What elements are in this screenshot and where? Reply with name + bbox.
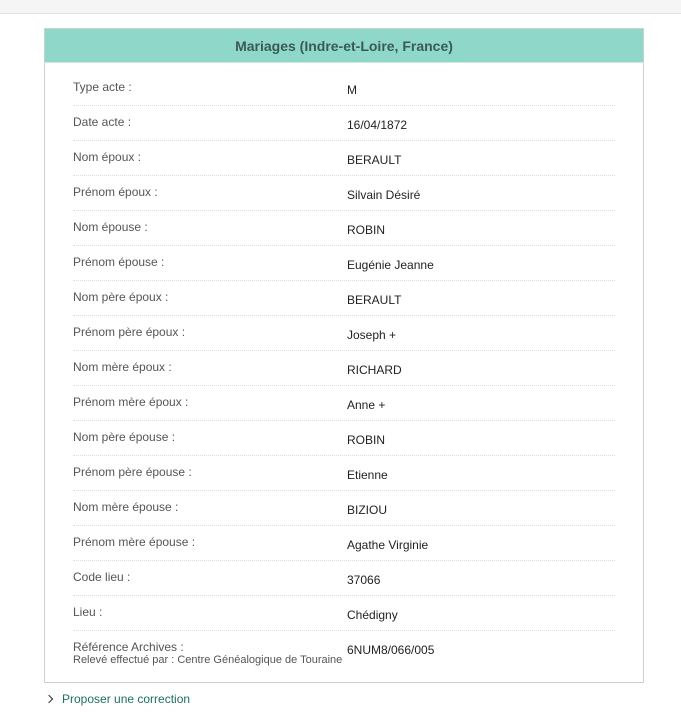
row-value: Eugénie Jeanne	[347, 258, 434, 272]
record-row-prenom-mere-epouse	[73, 527, 615, 561]
row-value: BERAULT	[347, 293, 402, 307]
row-label: Date acte :	[73, 115, 132, 129]
row-value: Etienne	[347, 468, 388, 482]
row-value: 6NUM8/066/005	[347, 643, 435, 657]
record-row-prenom-epouse	[73, 247, 615, 281]
record-row-type-acte	[73, 72, 615, 106]
row-label: Nom épouse :	[73, 220, 148, 234]
row-value: ROBIN	[347, 433, 386, 447]
record-row-nom-mere-epoux	[73, 352, 615, 386]
row-value: Agathe Virginie	[347, 538, 429, 552]
row-value: Silvain Désiré	[347, 188, 421, 202]
record-row-prenom-mere-epoux	[73, 387, 615, 421]
record-row-prenom-epoux	[73, 177, 615, 211]
row-label: Prénom mère épouse :	[73, 535, 196, 549]
row-value: BERAULT	[347, 153, 402, 167]
record-row-lieu	[73, 597, 615, 631]
record-row-nom-epouse	[73, 212, 615, 246]
row-value: Anne +	[347, 398, 386, 412]
record-row-nom-pere-epoux	[73, 282, 615, 316]
record-row-date-acte	[73, 107, 615, 141]
card-title: Mariages (Indre-et-Loire, France)	[45, 29, 643, 63]
row-label: Nom père épouse :	[73, 430, 176, 444]
row-value: Joseph +	[347, 328, 397, 342]
propose-correction-label: Proposer une correction	[62, 692, 191, 706]
record-row-nom-mere-epouse	[73, 492, 615, 526]
row-value: M	[347, 83, 357, 97]
row-value: 16/04/1872	[347, 118, 408, 132]
row-label: Type acte :	[73, 80, 132, 94]
record-row-prenom-pere-epouse	[73, 457, 615, 491]
row-label: Prénom père époux :	[73, 325, 186, 339]
row-label: Lieu :	[73, 605, 103, 619]
propose-correction-link[interactable]	[45, 692, 190, 706]
top-strip	[0, 0, 681, 14]
record-row-nom-pere-epouse	[73, 422, 615, 456]
chevron-right-icon	[45, 695, 53, 703]
record-card	[44, 28, 644, 683]
record-row-code-lieu	[73, 562, 615, 596]
row-label: Prénom père épouse :	[73, 465, 192, 479]
row-label: Nom mère époux :	[73, 360, 172, 374]
row-label: Prénom époux :	[73, 185, 158, 199]
row-label: Référence Archives :	[73, 640, 184, 654]
row-label: Prénom épouse :	[73, 255, 165, 269]
row-label: Nom mère épouse :	[73, 500, 179, 514]
row-value: BIZIOU	[347, 503, 388, 517]
row-value: ROBIN	[347, 223, 386, 237]
row-label: Code lieu :	[73, 570, 131, 584]
row-label: Nom père époux :	[73, 290, 169, 304]
row-label: Prénom mère époux :	[73, 395, 189, 409]
row-value: Chédigny	[347, 608, 398, 622]
row-value: RICHARD	[347, 363, 402, 377]
row-label: Nom époux :	[73, 150, 142, 164]
record-row-nom-epoux	[73, 142, 615, 176]
credit-text: Relevé effectué par : Centre Généalogique de Touraine	[73, 654, 343, 666]
record-rows	[73, 72, 615, 666]
record-row-prenom-pere-epoux	[73, 317, 615, 351]
row-value: 37066	[347, 573, 381, 587]
